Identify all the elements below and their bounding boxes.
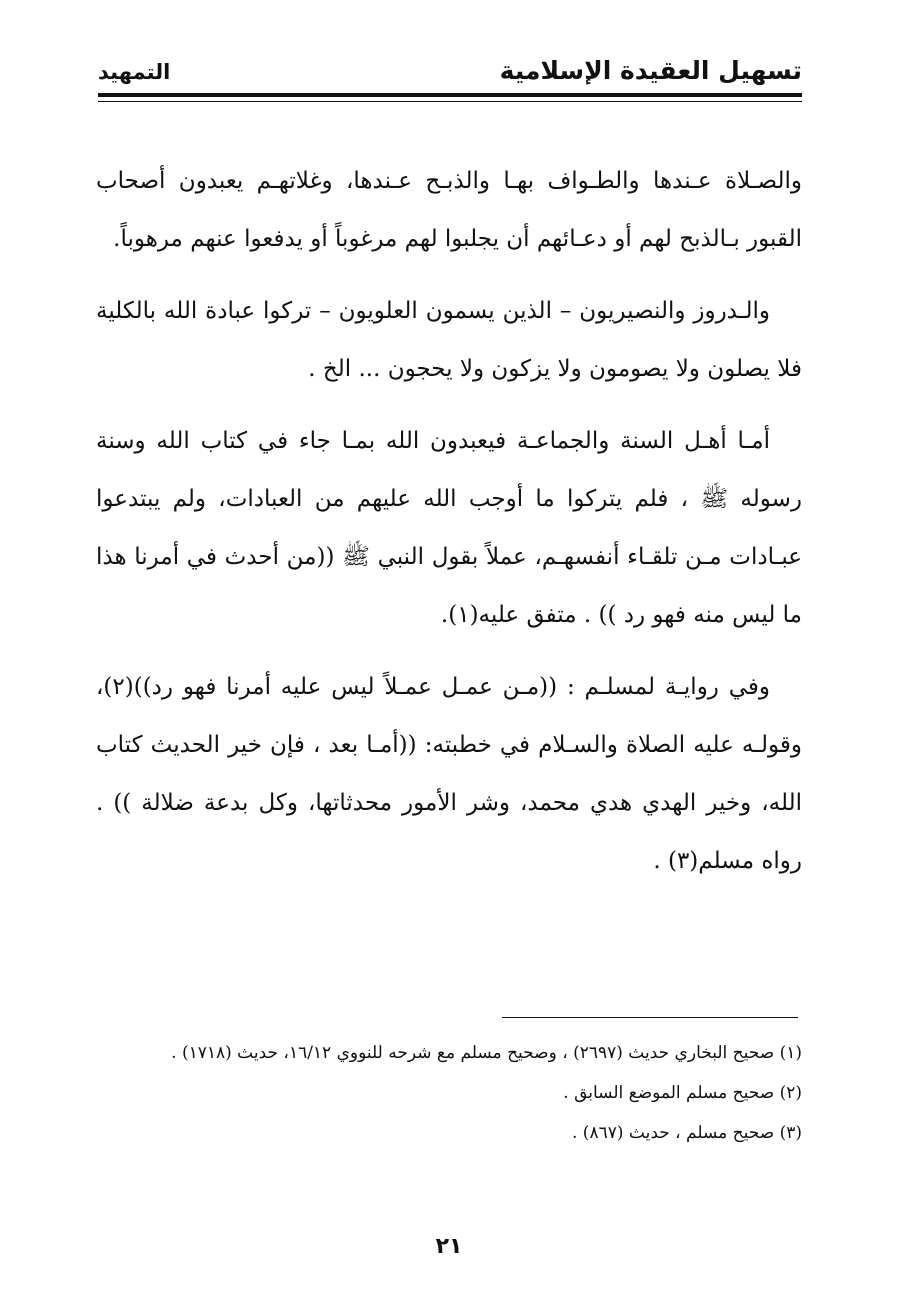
header-rule-thick <box>98 93 802 97</box>
paragraph-4: وفي روايـة لمسلـم : ((مـن عمـل عمـلاً ليس عليه أمرنا فهو رد))(٢)، وقولـه عليه الصلاة والسـلام في خطبته: ((أمـا بعد ، فإن خير الحديث كتاب الله، وخير الهدي هدي محمد، وشر الأمور محدثاتها، وكل بدعة ضلالة )) . رواه مسلم(٣) . <box>96 674 802 874</box>
paragraph-1: والصـلاة عـندها والطـواف بهـا والذبـح عـندها، وغلاتهـم يعبدون أصحاب القبور بـالذبح لهم أو دعـائهم أن يجلبوا لهم مرغوباً أو يدفعوا عنهم مرهوباً. <box>96 168 802 252</box>
chapter-title: التمهيد <box>98 60 171 84</box>
paragraph-3: أمـا أهـل السنة والجماعـة فيعبدون الله بمـا جاء في كتاب الله وسنة رسوله ﷺ ، فلم يتركوا ما أوجب الله عليهم من العبادات، ولم يبتدعوا عبـادات مـن تلقـاء أنفسهـم، عملاً بقول النبي ﷺ ((من أحدث في أمرنا هذا ما ليس منه فهو رد )) . متفق عليه(١). <box>96 428 802 628</box>
footnotes <box>96 1036 802 1156</box>
footnote-3: (٣) صحيح مسلم ، حديث (٨٦٧) . <box>572 1123 802 1143</box>
footnote-separator <box>502 1017 798 1018</box>
footnote-1: (١) صحيح البخاري حديث (٢٦٩٧) ، وصحيح مسلم مع شرحه للنووي ١٦/١٢، حديث (١٧١٨) . <box>171 1043 802 1063</box>
page-number: ٢١ <box>435 1234 463 1259</box>
running-header <box>98 52 802 92</box>
body-text <box>96 152 802 904</box>
book-title: تسهيل العقيدة الإسلامية <box>499 56 802 85</box>
paragraph-2: والـدروز والنصيريون – الذين يسمون العلويون – تركوا عبادة الله بالكلية فلا يصلون ولا يصومون ولا يزكون ولا يحجون ... الخ . <box>96 298 802 382</box>
header-rule-thin <box>98 101 802 102</box>
footnote-2: (٢) صحيح مسلم الموضع السابق . <box>563 1083 802 1103</box>
